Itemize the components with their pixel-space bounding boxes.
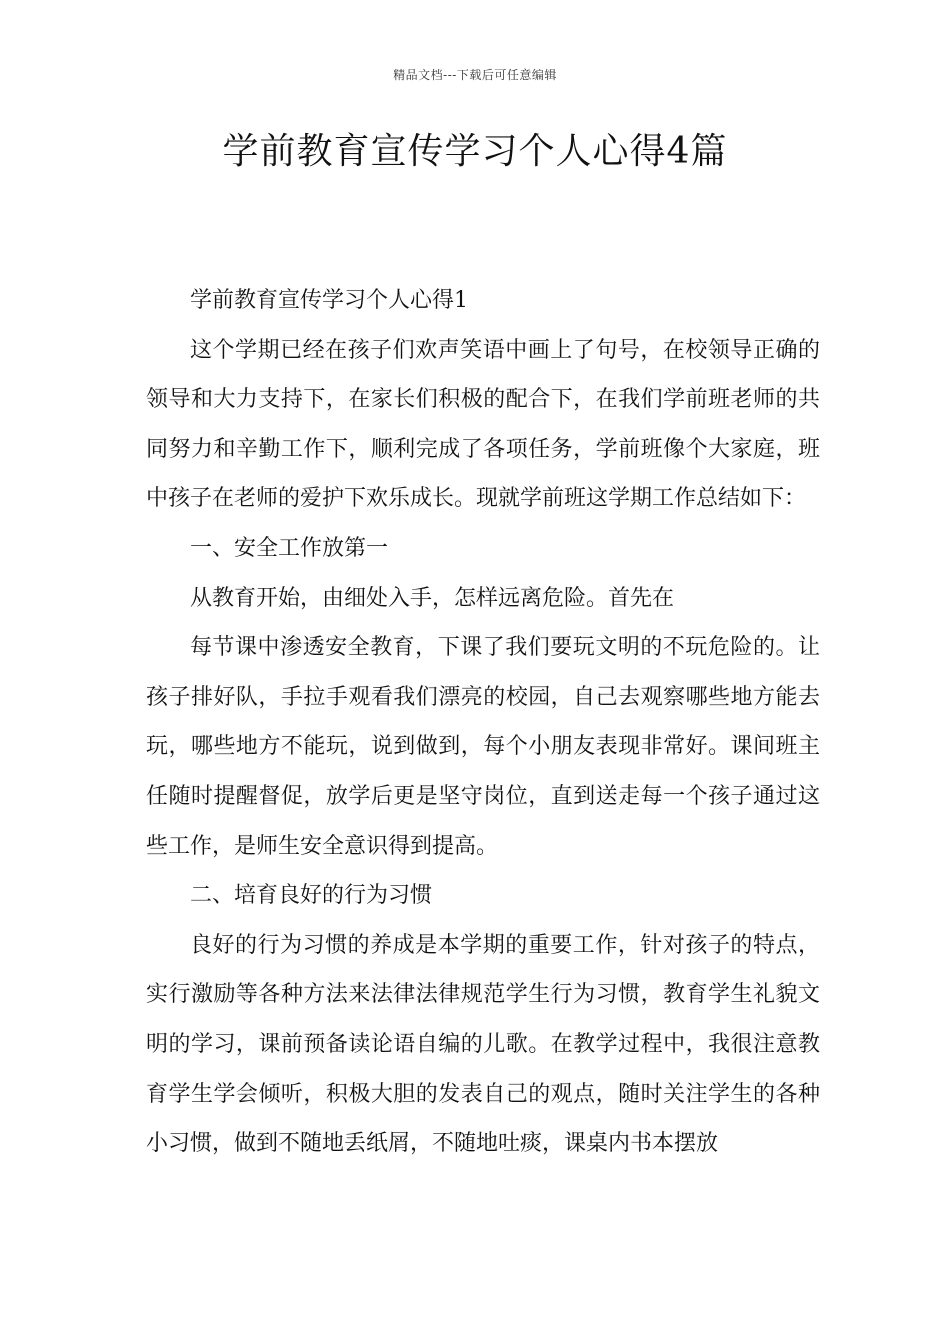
document-title: 学前教育宣传学习个人心得4篇 bbox=[222, 131, 728, 172]
header-note: 精品文档---下载后可任意编辑 bbox=[393, 68, 557, 82]
body-paragraph: 从教育开始，由细处入手，怎样远离危险。首先在 bbox=[190, 585, 675, 611]
body-paragraph: 每节课中渗透安全教育，下课了我们要玩文明的不玩危险的。让孩子排好队，手拉手观看我们漂亮的校园，自己去观察哪些地方能去玩，哪些地方不能玩，说到做到，每个小朋友表现非常好。课间班主任随时提醒督促，放学后更是坚守岗位，直到送走每一个孩子通过这些工作，是师生安全意识得到提高。 bbox=[146, 635, 820, 859]
section-heading: 学前教育宣传学习个人心得1 bbox=[190, 288, 468, 313]
body-paragraph: 这个学期已经在孩子们欢声笑语中画上了句号，在校领导正确的领导和大力支持下，在家长们积极的配合下，在我们学前班老师的共同努力和辛勤工作下，顺利完成了各项任务，学前班像个大家庭，班中孩子在老师的爱护下欢乐成长。现就学前班这学期工作总结如下： bbox=[146, 337, 820, 512]
document-body bbox=[146, 276, 820, 1169]
section-heading: 二、培育良好的行为习惯 bbox=[190, 883, 433, 909]
section-heading: 一、安全工作放第一 bbox=[190, 535, 389, 561]
body-paragraph: 良好的行为习惯的养成是本学期的重要工作，针对孩子的特点，实行激励等各种方法来法律法律规范学生行为习惯，教育学生礼貌文明的学习，课前预备读论语自编的儿歌。在教学过程中，我很注意教育学生学会倾听，积极大胆的发表自己的观点，随时关注学生的各种小习惯，做到不随地丢纸屑，不随地吐痰，课桌内书本摆放 bbox=[146, 932, 820, 1157]
